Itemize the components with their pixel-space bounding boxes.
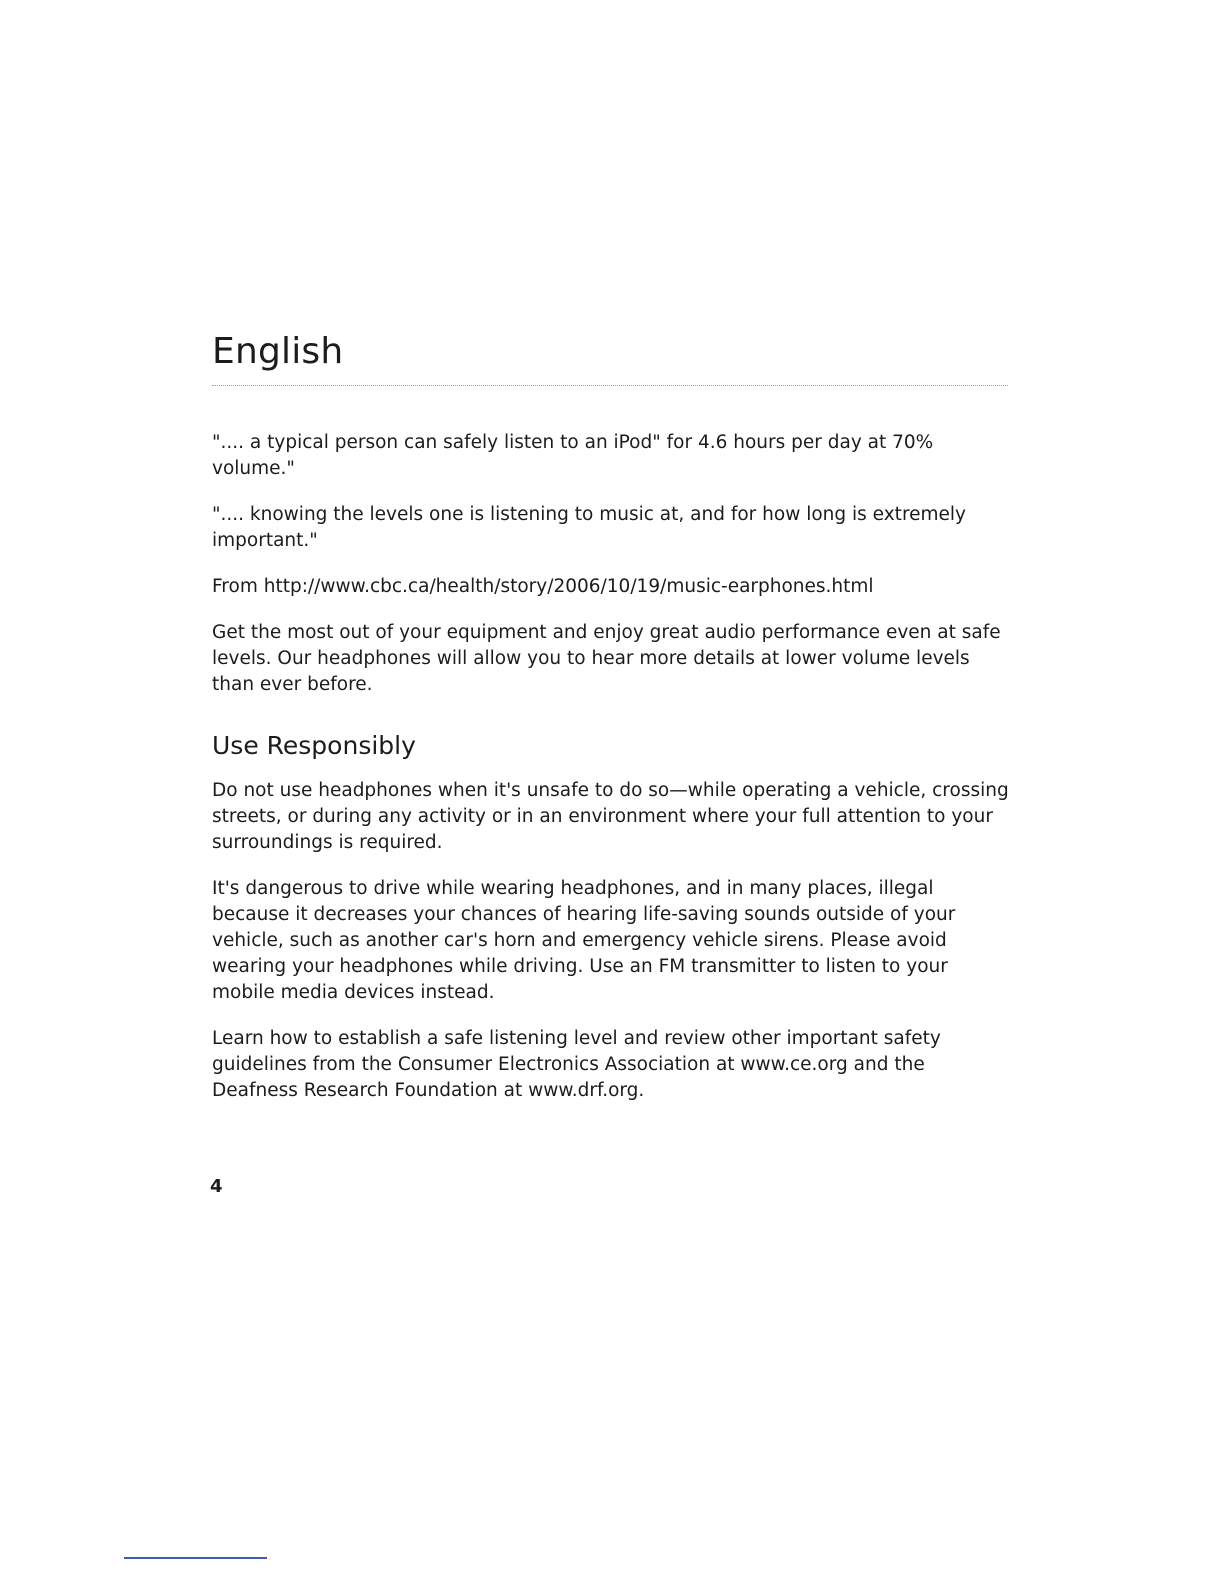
responsibly-paragraph-3: Learn how to establish a safe listening level and review other important safety guidelines from the Consumer Electronics Association at www.ce.org and the Deafness Research Foundation at www.drf.org. — [212, 1028, 941, 1101]
responsibly-paragraph-2: It's dangerous to drive while wearing headphones, and in many places, illegal because it decreases your chances of hearing life-saving sounds outside of your vehicle, such as another car's horn and emergency vehicle sirens. Please avoid wearing your headphones while driving. Use an FM transmitter to listen to your mobile media devices instead. — [212, 878, 956, 1003]
source-citation: From http://www.cbc.ca/health/story/2006/10/19/music-earphones.html — [212, 576, 874, 597]
scan-mark-line — [124, 1557, 267, 1559]
intro-paragraph: Get the most out of your equipment and enjoy great audio performance even at safe levels. Our headphones will allow you to hear more details at lower volume levels than ever before. — [212, 622, 1001, 695]
section-title: English — [212, 331, 344, 372]
use-responsibly-heading: Use Responsibly — [212, 731, 416, 760]
title-divider — [212, 385, 1008, 386]
responsibly-paragraph-1: Do not use headphones when it's unsafe to do so—while operating a vehicle, crossing streets, or during any activity or in an environment where your full attention to your surroundings is required. — [212, 780, 1009, 853]
quote-paragraph-1: ".... a typical person can safely listen to an iPod" for 4.6 hours per day at 70% volume." — [212, 432, 934, 479]
page-number: 4 — [210, 1176, 223, 1197]
quote-paragraph-2: ".... knowing the levels one is listening to music at, and for how long is extremely important." — [212, 504, 967, 551]
body-content — [212, 430, 1012, 1124]
